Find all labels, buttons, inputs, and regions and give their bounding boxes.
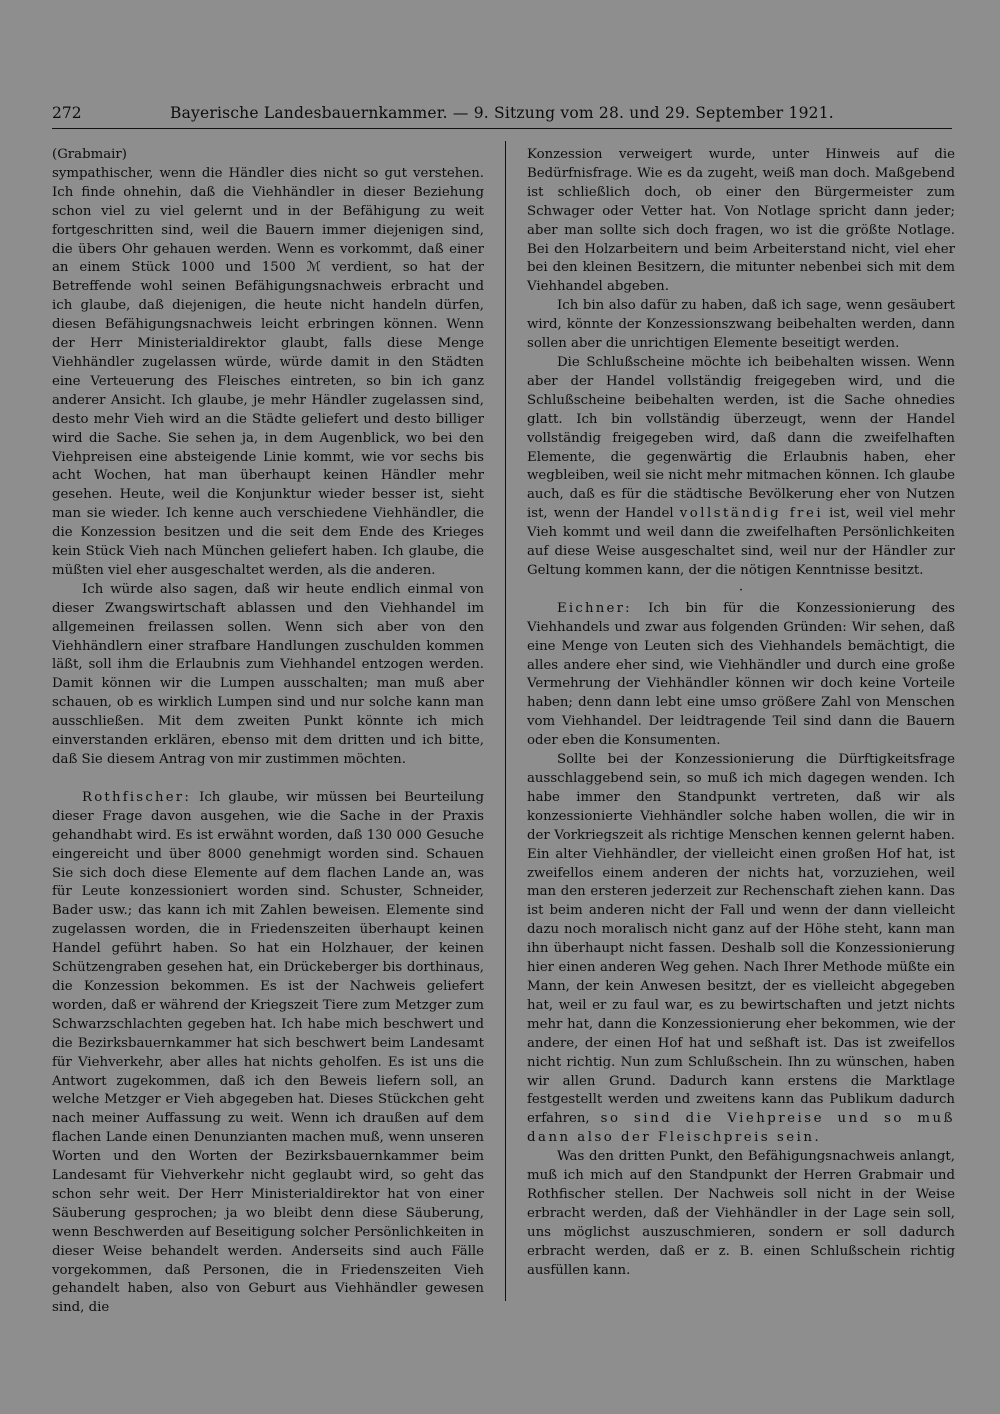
separator-dot: · (738, 582, 744, 598)
spaced-emphasis: vollständig frei (679, 506, 824, 522)
right-column (527, 146, 955, 1280)
left-column (52, 146, 484, 1318)
header-rule (52, 128, 952, 129)
paragraph: Ich würde also sagen, daß wir heute endlich einmal von dieser Zwangswirtschaft ablassen und den Viehhandel im allgemeinen freilassen sollen. Wenn sich aber von den Viehhändlern einer strafbare Handlungen zuschulden kommen läßt, soll ihm die Erlaubnis zum Viehhandel entzogen werden. Damit können wir die Lumpen ausschalten; man muß aber schauen, ob es wirklich Lumpen sind und nur solche kann man ausschließen. Mit dem zweiten Punkt könnte ich mich einverstanden erklären, ebenso mit dem dritten und ich bitte, daß Sie diesem Antrag von mir zustimmen möchten. (52, 581, 484, 767)
speech-text: Ich bin für die Konzessionierung des Viehhandels und zwar aus folgenden Gründen: Wir sehen, daß eine Menge von Leuten sich des Viehhandels bemächtigt, die alles andere eher sind, wie Viehhändler und durch eine große Vermehrung der Viehhändler können wir doch keine Vorteile haben; denn dann lebt eine umso größere Zahl von Menschen vom Viehhandel. Der leidtragende Teil sind dann die Bauern oder eben die Konsumenten. (527, 600, 955, 749)
speech-text: Ich glaube, wir müssen bei Beurteilung dieser Frage davon ausgehen, wie die Sache in der Praxis gehandhabt wird. Es ist erwähnt worden, daß 130 000 Gesuche eingereicht und über 8000 genehmigt worden sind. Schauen Sie sich doch diese Elemente auf dem flachen Lande an, was für Leute konzessioniert worden sind. Schuster, Schneider, Bader usw.; das kann ich mit Zahlen beweisen. Elemente sind zugelassen worden, die in Friedenszeiten überhaupt keinen Handel geführt haben. So hat ein Holzhauer, der keinen Schützengraben gesehen hat, ein Drückeberger bis dorthinaus, die Konzession bekommen. Es ist der Nachweis geliefert worden, daß er während der Kriegszeit Tiere zum Metzger zum Schwarzschlachten gegeben hat. Ich habe mich beschwert und die Bezirksbauernkammer hat sich beschwert beim Landesamt für Viehverkehr, aber alles hat nichts geholfen. Es ist uns die Antwort zugekommen, daß ich den Beweis liefern soll, an welche Metzger er Vieh abgegeben hat. Dieses Stückchen geht nach meiner Auffassung zu weit. Wenn ich draußen auf dem flachen Lande einen Denunzianten machen muß, wenn unseren Worten und den Worten der Bezirksbauernkammer beim Landesamt für Viehverkehr nicht geglaubt wird, so geht das schon sehr weit. Der Herr Ministerialdirektor hat von einer Säuberung gesprochen; ja wo bleibt denn diese Säuberung, wenn Beschwerden auf Beseitigung solcher Persönlichkeiten in dieser Weise behandelt werden. Anderseits sind auch Fälle vorgekommen, daß Personen, die in Friedenszeiten Vieh gehandelt haben, also von Geburt aus Viehhändler gewesen sind, die (52, 789, 484, 1316)
column-divider (505, 141, 506, 1301)
running-title: Bayerische Landesbauernkammer. — 9. Sitzung vom 28. und 29. September 1921. (170, 104, 834, 122)
page-number: 272 (52, 104, 82, 122)
paragraph (527, 751, 955, 1148)
speaker-name: Rothfischer: (82, 789, 192, 805)
page-header (52, 104, 842, 126)
paragraph: sympathischer, wenn die Händler dies nicht so gut verstehen. Ich finde ohnehin, daß die Viehhändler in dieser Beziehung schon viel zu viel gelernt und in der Befähigung zu weit fortgeschritten sind, weil die Bauern immer diejenigen sind, die übers Ohr gehauen werden. Wenn es vorkommt, daß einer an einem Stück 1000 und 1500 ℳ verdient, so hat der Betreffende wohl seinen Befähigungsnachweis erbracht und ich glaube, daß diejenigen, die heute nicht handeln dürfen, diesen Befähigungsnachweis leicht erbringen können. Wenn der Herr Ministerialdirektor glaubt, falls diese Menge Viehhändler zugelassen würde, würde damit in den Städten eine Verteuerung des Fleisches eintreten, so bin ich ganz anderer Ansicht. Ich glaube, je mehr Händler zugelassen sind, desto mehr Vieh wird an die Städte geliefert und desto billiger wird die Sache. Sie sehen ja, in dem Augenblick, wo bei den Viehpreisen eine absteigende Linie kommt, wie vor sechs bis acht Wochen, hat man überhaupt keinen Händler mehr gesehen. Heute, weil die Konjunktur wieder besser ist, sieht man sie wieder. Ich kenne auch verschiedene Viehhändler, die die Konzession besitzen und die seit dem Ende des Krieges kein Stück Vieh nach München geliefert haben. Ich glaube, die müßten viel eher ausgeschaltet werden, als die anderen. (52, 165, 484, 578)
paragraph: Was den dritten Punkt, den Befähigungsnachweis anlangt, muß ich mich auf den Standpunkt der Herren Grabmair und Rothfischer stellen. Der Nachweis soll nicht in der Weise erbracht werden, daß der Viehhändler in der Lage sein soll, uns möglichst auszuschmieren, sondern er soll dadurch erbracht werden, daß er z. B. einen Schlußschein richtig ausfüllen kann. (527, 1149, 955, 1278)
spaced-emphasis: so sind die Viehpreise und so muß dann also der Fleischpreis sein. (527, 1111, 955, 1146)
text-run: ist, weil viel mehr Vieh kommt und weil dann die zweifelhaften Persönlichkeiten auf diese Weise ausgeschaltet sind, weil nur der Händler zur Geltung kommen kann, der die nötigen Kenntnisse besitzt. (527, 506, 956, 578)
speaker-label: (Grabmair) (52, 147, 127, 162)
text-run: Sollte bei der Konzessionierung die Dürftigkeitsfrage ausschlaggebend sein, so muß ich mich dagegen wenden. Ich habe immer den Standpunkt vertreten, daß wir als konzessionierte Viehhändler solche haben wollen, die wir in der Vorkriegszeit als richtige Menschen kennen gelernt haben. Ein alter Viehhändler, der vielleicht einen großen Hof hat, ist zweifellos einem anderen der nichts hat, vorzuziehen, weil man den ersteren jederzeit zur Rechenschaft ziehen kann. Das ist beim anderen nicht der Fall und wenn der dann vielleicht dazu noch moralisch nicht ganz auf der Höhe steht, kann man ihn überhaupt nicht fassen. Deshalb soll die Konzessionierung hier einen anderen Weg gehen. Nach Ihrer Methode müßte ein Mann, der kein Anwesen besitzt, der es vielleicht abgegeben hat, weil er zu faul war, es zu bewirtschaften und jetzt nichts mehr hat, dann die Konzessionierung eher bekommen, wie der andere, der einen Hof hat und seßhaft ist. Das ist zweifellos nicht richtig. Nun zum Schlußschein. Ihn zu wünschen, haben wir allen Grund. Dadurch kann erstens die Marktlage festgestellt werden und zweitens kann das Publikum dadurch erfahren, (527, 752, 955, 1127)
speaker-name: Eichner: (557, 600, 632, 616)
speech-paragraph (527, 600, 955, 751)
paragraph (527, 354, 955, 581)
speech-paragraph (52, 789, 484, 1318)
text-run: Die Schlußscheine möchte ich beibehalten wissen. Wenn aber der Handel vollständig freigegeben wird, und die Schlußscheine beibehalten werden, ist die Sache ohnedies glatt. Ich bin vollständig überzeugt, wenn der Handel vollständig freigegeben wird, daß dann die zweifelhaften Elemente, die gegenwärtig die Erlaubnis haben, eher wegbleiben, weil sie nicht mehr mitmachen können. Ich glaube auch, daß es für die städtische Bevölkerung eher von Nutzen ist, wenn der Handel (527, 354, 955, 522)
paragraph: Konzession verweigert wurde, unter Hinweis auf die Bedürfnisfrage. Wie es da zugeht, weiß man doch. Maßgebend ist schließlich doch, ob einer den Bürgermeister zum Schwager oder Vetter hat. Von Notlage spricht dann jeder; aber man sollte sich doch fragen, wo ist die größte Notlage. Bei den Holzarbeitern und beim Arbeiterstand nicht, viel eher bei den kleinen Besitzern, die mitunter nebenbei sich mit dem Viehhandel abgeben. (527, 147, 955, 295)
paragraph: Ich bin also dafür zu haben, daß ich sage, wenn gesäubert wird, könnte der Konzessionszwang beibehalten werden, dann sollen aber die unrichtigen Elemente beseitigt werden. (527, 298, 955, 352)
